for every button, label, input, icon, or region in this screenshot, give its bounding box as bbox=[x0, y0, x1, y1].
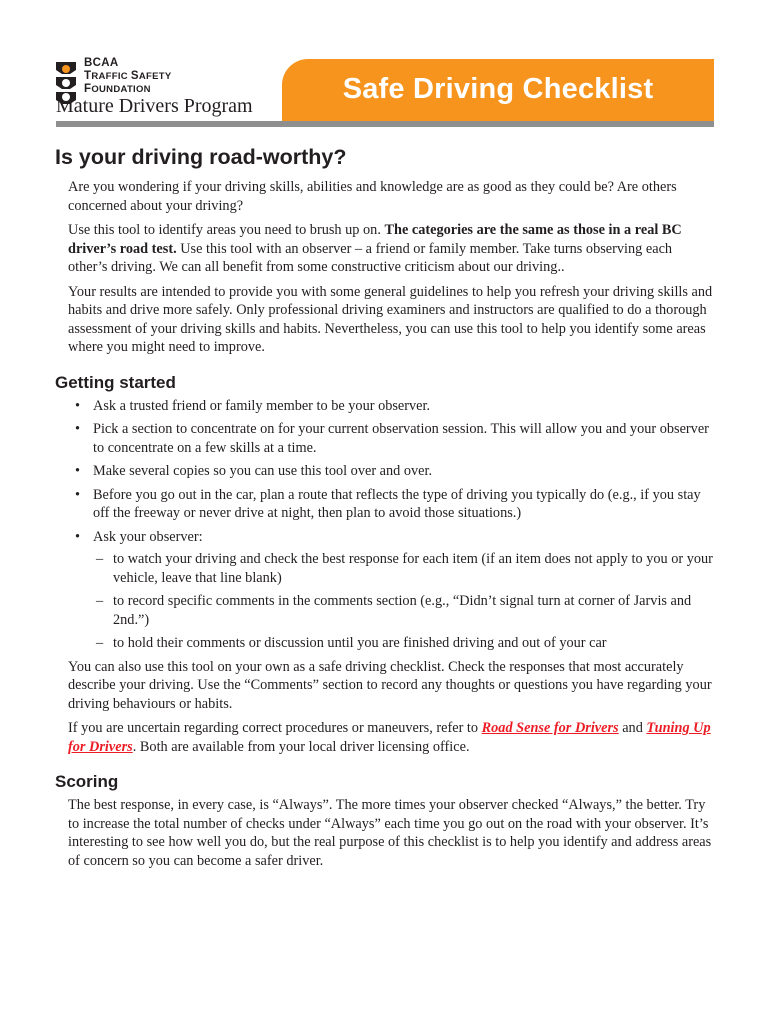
road-sense-link[interactable]: Road Sense for Drivers bbox=[481, 720, 619, 736]
getting-started-heading: Getting started bbox=[55, 372, 176, 392]
getting-started-list bbox=[55, 397, 715, 653]
observer-sublist bbox=[93, 550, 715, 653]
list-item: • Make several copies so you can use this tool over and over. bbox=[93, 462, 715, 481]
list-item: • Ask your observer: – to watch your driving and check the best response for each item (if an item does not apply to you or your vehicle, leave that line blank) – to record specific comments in the comments section (e.g., “Didn’t signal turn at corner of Jarvis and 2nd.”) – to hold their comments or discussion until you are finished driving and out of your car bbox=[93, 528, 715, 653]
tuning-up-link[interactable]: Tuning Up for Drivers bbox=[68, 720, 711, 755]
organization-name bbox=[84, 57, 172, 97]
intro-heading: Is your driving road-worthy? bbox=[55, 145, 347, 169]
org-line-2: TRAFFIC SAFETY bbox=[84, 69, 172, 82]
intro-paragraph-2: Use this tool to identify areas you need to brush up on. The categories are the same as those in a real BC driver’s road test. Use this tool with an observer – a friend or family member. Take turns observing each other’s driving. We can all benefit from some constructive criticism about our driving.. bbox=[68, 222, 682, 275]
title-banner bbox=[282, 59, 714, 121]
intro-paragraph-3: Your results are intended to provide you with some general guidelines to help you refresh your driving skills and habits and drive more safely. Only professional driving examiners and instructors are qualified to do a thorough assessment of your driving skills and habits. Nevertheless, you can use this tool to help you identify some areas where you might need to improve. bbox=[68, 283, 713, 355]
intro-paragraph-1: Are you wondering if your driving skills, abilities and knowledge are as good as they could be? Are others concerned about your driving? bbox=[68, 179, 677, 214]
page-header bbox=[0, 0, 770, 130]
program-name: Mature Drivers Program bbox=[56, 95, 253, 117]
org-line-1: BCAA bbox=[84, 57, 119, 69]
list-item: • Pick a section to concentrate on for your current observation session. This will allow you and your observer to concentrate on a few skills at a time. bbox=[93, 420, 715, 457]
page-title: Safe Driving Checklist bbox=[342, 73, 654, 105]
sub-list-item: – to hold their comments or discussion until you are finished driving and out of your car bbox=[113, 634, 715, 653]
self-use-paragraph: You can also use this tool on your own as a safe driving checklist. Check the responses that most accurately describe your driving. Use the “Comments” section to record any thoughts or questions you have regarding your driving behaviours or habits. bbox=[68, 658, 712, 712]
reference-paragraph: If you are uncertain regarding correct procedures or maneuvers, refer to Road Sense for Drivers and Tuning Up for Drivers. Both are available from your local driver licensing office. bbox=[68, 720, 711, 755]
header-rule bbox=[56, 121, 714, 127]
scoring-heading: Scoring bbox=[55, 772, 119, 791]
org-line-3: FOUNDATION bbox=[84, 83, 151, 95]
list-item: • Ask a trusted friend or family member to be your observer. bbox=[93, 397, 715, 416]
sub-list-item: – to watch your driving and check the best response for each item (if an item does not apply to you or your vehicle, leave that line blank) bbox=[113, 550, 715, 587]
sub-list-item: – to record specific comments in the comments section (e.g., “Didn’t signal turn at corner of Jarvis and 2nd.”) bbox=[113, 592, 715, 629]
scoring-paragraph: The best response, in every case, is “Always”. The more times your observer checked “Always,” the better. Try to increase the total number of checks under “Always” each time you go out on the road with your observer. It’s interesting to see how well you do, but the real purpose of this checklist is to help you identify and address areas of concern so you can become a safer driver. bbox=[68, 797, 712, 869]
list-item: • Before you go out in the car, plan a route that reflects the type of driving you typically do (e.g., if you stay off the freeway or never drive at night, then plan to avoid those situations.) bbox=[93, 486, 715, 523]
document-body bbox=[55, 144, 715, 876]
